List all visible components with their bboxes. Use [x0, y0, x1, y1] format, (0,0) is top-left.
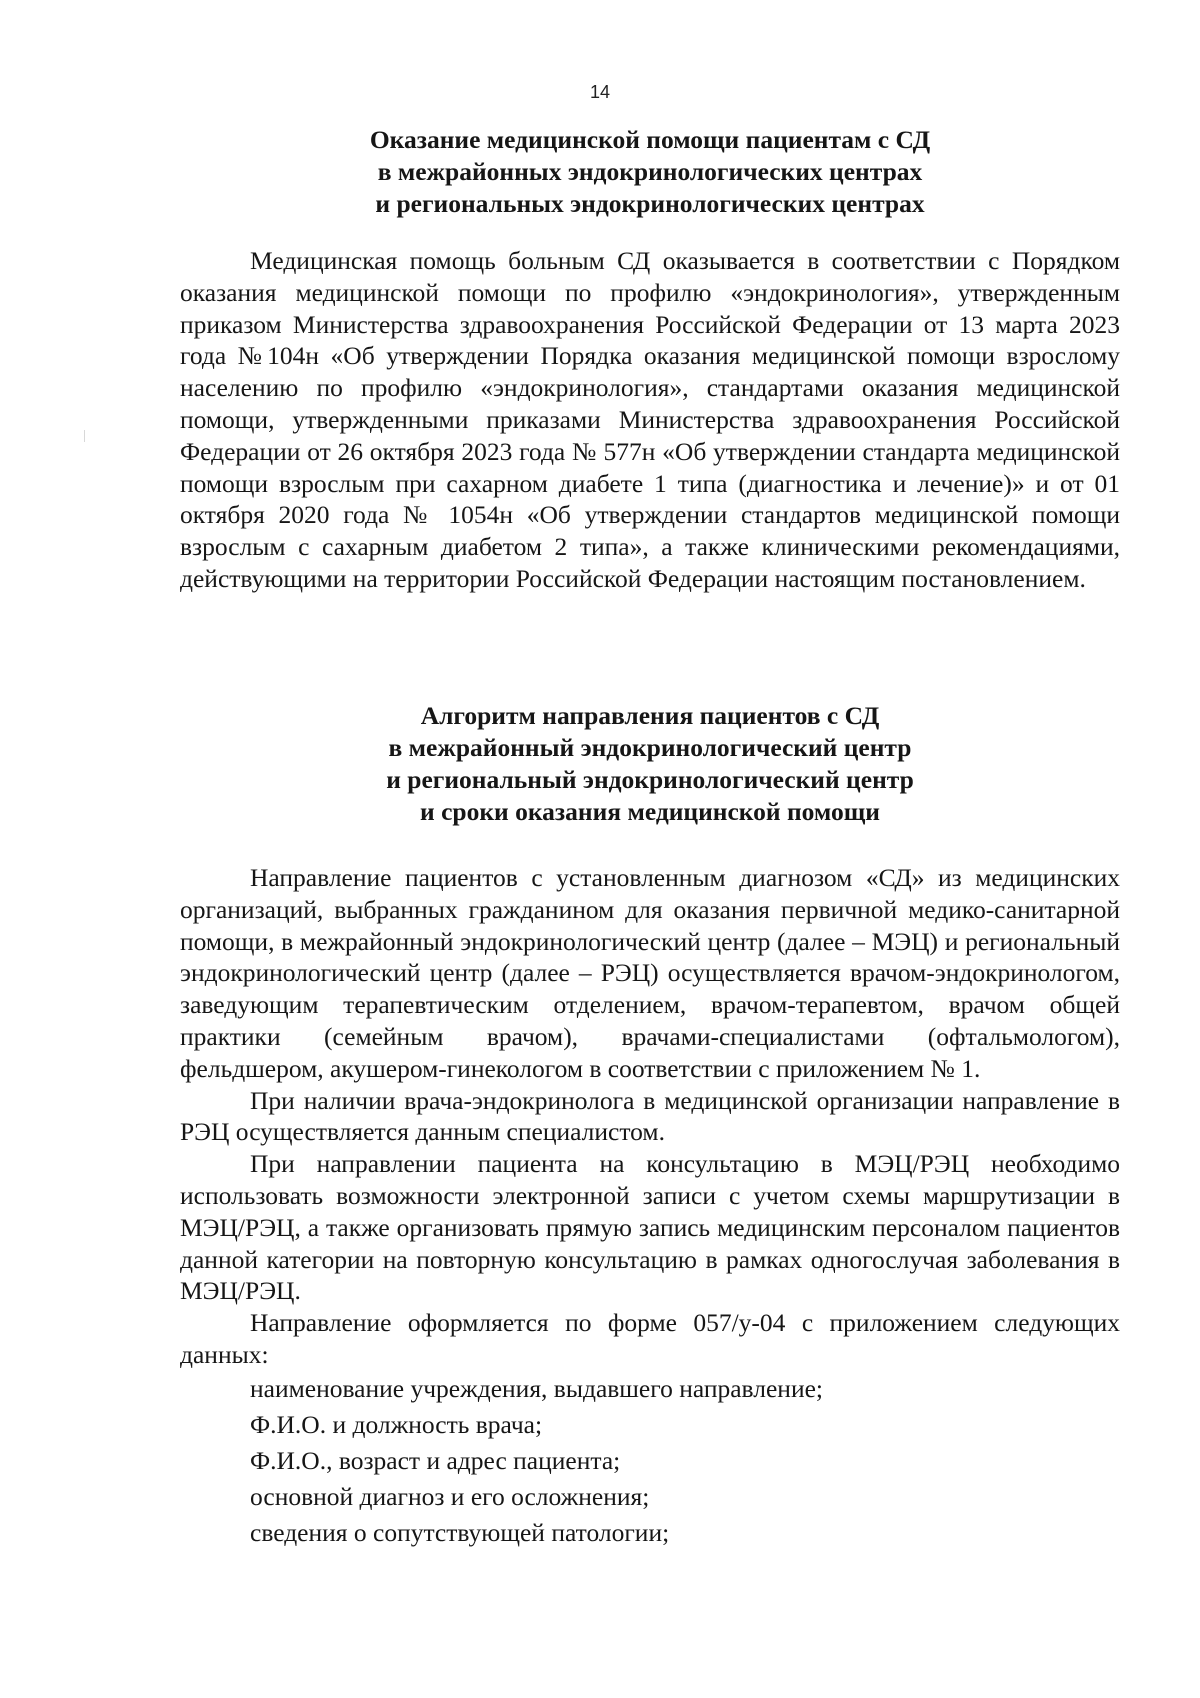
list-item: Ф.И.О. и должность врача;: [250, 1409, 543, 1439]
list-item: Ф.И.О., возраст и адрес пациента;: [250, 1445, 621, 1475]
section-2-heading: [180, 700, 1120, 828]
list-item: сведения о сопутствующей патологии;: [250, 1517, 670, 1547]
section-2-heading-line: Алгоритм направления пациентов с СД: [420, 701, 880, 730]
paragraph: При наличии врача-эндокринолога в медицинской организации направление в РЭЦ осуществляется данным специалистом.: [180, 1085, 1120, 1147]
paragraph: Медицинская помощь больным СД оказывается в соответствии с Порядком оказания медицинской помощи по профилю «эндокринология», утвержденным приказом Министерства здравоохранения Российской Федерации от 13 марта 2023 года №104н «Об утверждении Порядка оказания медицинской помощи взрослому населению по профилю «эндокринология», стандартами оказания медицинской помощи, утвержденными приказами Министерства здравоохранения Российской Федерации от 26 октября 2023 года № 577н «Об утверждении стандарта медицинской помощи взрослым при сахарном диабете 1 типа (диагностика и лечение)» и от 01 октября 2020 года № 1054н «Об утверждении стандартов медицинской помощи взрослым с сахарным диабетом 2 типа», а также клиническими рекомендациями, действующими на территории Российской Федерации настоящим постановлением.: [180, 246, 1120, 593]
section-2-heading-line: и сроки оказания медицинской помощи: [420, 797, 880, 826]
scan-artifact: [84, 430, 85, 442]
section-2-body: [180, 862, 1120, 1551]
page-number: 14: [589, 82, 611, 102]
paragraph: Направление пациентов с установленным диагнозом «СД» из медицинских организаций, выбранных гражданином для оказания первичной медико-санитарной помощи, в межрайонный эндокринологический центр (далее – МЭЦ) и региональный эндокринологический центр (далее – РЭЦ) осуществляется врачом-эндокринологом, заведующим терапевтическим отделением, врачом-терапевтом, врачом общей практики (семейным врачом), врачами-специалистами (офтальмологом), фельдшером, акушером-гинекологом в соответствии с приложением № 1.: [180, 863, 1120, 1083]
section-2-heading-line: в межрайонный эндокринологический центр: [388, 733, 912, 762]
paragraph: Направление оформляется по форме 057/у-04 с приложением следующих данных:: [180, 1308, 1120, 1369]
section-1-heading-line: в межрайонных эндокринологических центрах: [377, 157, 923, 186]
paragraph: При направлении пациента на консультацию в МЭЦ/РЭЦ необходимо использовать возможности электронной записи с учетом схемы маршрутизации в МЭЦ/РЭЦ, а также организовать прямую запись медицинским персоналом пациентов данной категории на повторную консультацию в рамках одногослучая заболевания в МЭЦ/РЭЦ.: [180, 1149, 1120, 1306]
section-2-heading-line: и региональный эндокринологический центр: [386, 765, 914, 794]
list-item: наименование учреждения, выдавшего направление;: [250, 1373, 823, 1403]
section-1-body: [180, 245, 1120, 595]
list-item: основной диагноз и его осложнения;: [250, 1481, 650, 1511]
section-1-heading: [180, 124, 1120, 220]
section-1-heading-line: Оказание медицинской помощи пациентам с СД: [369, 125, 931, 154]
section-1-heading-line: и региональных эндокринологических центрах: [375, 189, 925, 218]
